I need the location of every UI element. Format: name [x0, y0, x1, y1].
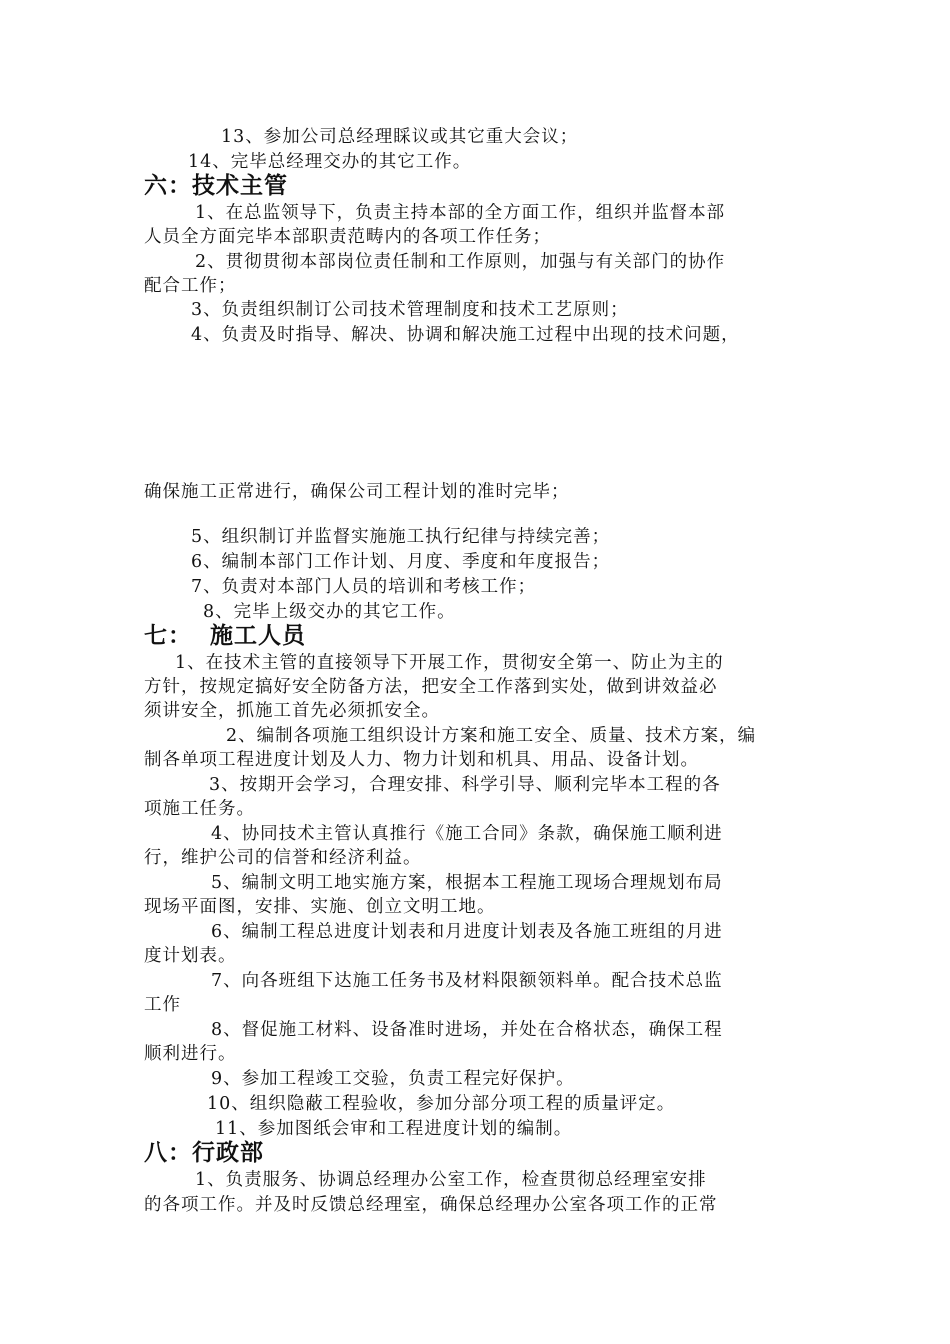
paragraph-line: 7、向各班组下达施工任务书及材料限额领料单。配合技术总监 [211, 971, 723, 991]
paragraph-line: 的各项工作。并及时反馈总经理室，确保总经理办公室各项工作的正常 [144, 1195, 718, 1215]
section-heading-8: 八：行政部 [144, 1140, 264, 1166]
paragraph-line: 方针，按规定搞好安全防备方法，把安全工作落到实处，做到讲效益必 [144, 677, 718, 697]
paragraph-line: 度计划表。 [144, 946, 237, 966]
paragraph-line: 制各单项工程进度计划及人力、物力计划和机具、用品、设备计划。 [144, 750, 699, 770]
paragraph-line: 10、组织隐蔽工程验收，参加分部分项工程的质量评定。 [207, 1094, 676, 1114]
paragraph-line: 6、编制工程总进度计划表和月进度计划表及各施工班组的月进 [211, 922, 723, 942]
item-13: 13、参加公司总经理睬议或其它重大会议； [221, 127, 579, 147]
paragraph-line: 配合工作； [144, 276, 237, 296]
paragraph-line: 4、负责及时指导、解决、协调和解决施工过程中出现的技术问题， [191, 325, 740, 345]
paragraph-line: 工作 [144, 995, 181, 1015]
paragraph-line: 行，维护公司的信誉和经济利益。 [144, 848, 422, 868]
paragraph-line: 2、贯彻贯彻本部岗位责任制和工作原则，加强与有关部门的协作 [195, 252, 726, 272]
paragraph-line: 8、督促施工材料、设备准时进场，并处在合格状态，确保工程 [211, 1020, 723, 1040]
paragraph-line: 3、负责组织制订公司技术管理制度和技术工艺原则； [191, 300, 629, 320]
section-heading-6: 六：技术主管 [144, 173, 288, 199]
paragraph-line: 2、编制各项施工组织设计方案和施工安全、质量、技术方案，编 [226, 726, 757, 746]
paragraph-line: 须讲安全，抓施工首先必须抓安全。 [144, 701, 440, 721]
paragraph-line: 5、组织制订并监督实施施工执行纪律与持续完善； [191, 527, 611, 547]
paragraph-line: 8、完毕上级交办的其它工作。 [203, 602, 456, 622]
paragraph-line: 9、参加工程竣工交验，负责工程完好保护。 [211, 1069, 575, 1089]
paragraph-line: 现场平面图，安排、实施、创立文明工地。 [144, 897, 496, 917]
paragraph-line: 1、在总监领导下，负责主持本部的全方面工作，组织并监督本部 [195, 203, 726, 223]
paragraph-line: 顺利进行。 [144, 1044, 237, 1064]
paragraph-line: 4、协同技术主管认真推行《施工合同》条款，确保施工顺利进 [211, 824, 723, 844]
item-14: 14、完毕总经理交办的其它工作。 [188, 152, 472, 172]
paragraph-line: 3、按期开会学习，合理安排、科学引导、顺利完毕本工程的各 [209, 775, 721, 795]
paragraph-line: 5、编制文明工地实施方案，根据本工程施工现场合理规划布局 [211, 873, 723, 893]
paragraph-line: 确保施工正常进行，确保公司工程计划的准时完毕； [144, 482, 570, 502]
paragraph-line: 1、负责服务、协调总经理办公室工作，检查贯彻总经理室安排 [195, 1170, 707, 1190]
paragraph-line: 11、参加图纸会审和工程进度计划的编制。 [215, 1119, 573, 1139]
paragraph-line: 人员全方面完毕本部职责范畴内的各项工作任务； [144, 227, 551, 247]
paragraph-line: 1、在技术主管的直接领导下开展工作，贯彻安全第一、防止为主的 [175, 653, 724, 673]
paragraph-line: 7、负责对本部门人员的培训和考核工作； [191, 577, 537, 597]
paragraph-line: 6、编制本部门工作计划、月度、季度和年度报告； [191, 552, 611, 572]
paragraph-line: 项施工任务。 [144, 799, 255, 819]
section-heading-7: 七： 施工人员 [144, 623, 307, 649]
